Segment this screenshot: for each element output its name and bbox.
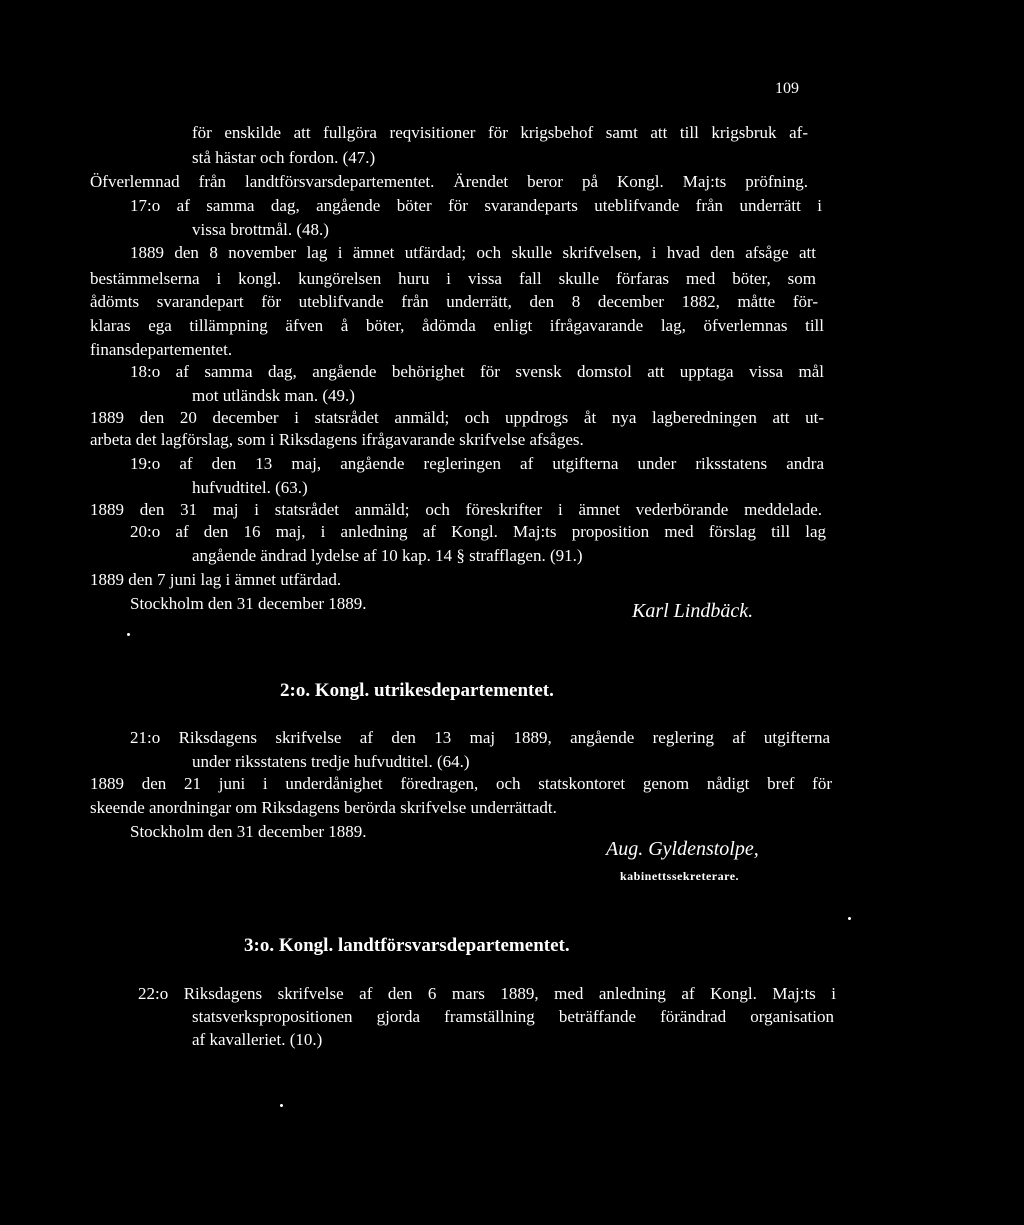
- text-line: skeende anordningar om Riksdagens berörda skrifvelse underrättadt.: [90, 798, 557, 817]
- text-line: vissa brottmål. (48.): [192, 220, 329, 239]
- text-line: arbeta det lagförslag, som i Riksdagens ifrågavarande skrifvelse afsåges.: [90, 430, 584, 449]
- text-line: statsverkspropositionen gjorda framställning beträffande förändrad organisation: [192, 1007, 834, 1026]
- text-line: 1889 den 21 juni i underdånighet föredragen, och statskontoret genom nådigt bref för: [90, 774, 832, 793]
- text-line: för enskilde att fullgöra reqvisitioner för krigsbehof samt att till krigsbruk af-: [192, 123, 808, 142]
- page-number: 109: [775, 80, 799, 97]
- text-line: 19:o af den 13 maj, angående regleringen af utgifterna under riksstatens andra: [130, 454, 824, 473]
- text-line: mot utländsk man. (49.): [192, 386, 355, 405]
- text-line: angående ändrad lydelse af 10 kap. 14 § strafflagen. (91.): [192, 546, 583, 565]
- text-line: Stockholm den 31 december 1889.: [130, 822, 367, 841]
- text-line: bestämmelserna i kongl. kungörelsen huru i vissa fall skulle förfaras med böter, som: [90, 269, 816, 288]
- ink-speck: [127, 633, 130, 636]
- text-line: 1889 den 8 november lag i ämnet utfärdad; och skulle skrifvelsen, i hvad den afsåge att: [130, 243, 816, 262]
- section-heading-utrikesdepartementet: 2:o. Kongl. utrikesdepartementet.: [280, 680, 554, 701]
- text-line: 22:o Riksdagens skrifvelse af den 6 mars 1889, med anledning af Kongl. Maj:ts i: [138, 984, 836, 1003]
- text-line: 1889 den 20 december i statsrådet anmäld; och uppdrogs åt nya lagberedningen att ut-: [90, 408, 824, 427]
- text-line: ådömts svarandepart för uteblifvande från underrätt, den 8 december 1882, måtte för-: [90, 292, 818, 311]
- signature-karl-lindback: Karl Lindbäck.: [632, 600, 754, 622]
- text-line: Öfverlemnad från landtförsvarsdepartementet. Ärendet beror på Kongl. Maj:ts pröfning.: [90, 172, 808, 191]
- text-line: Stockholm den 31 december 1889.: [130, 594, 367, 613]
- text-line: 1889 den 7 juni lag i ämnet utfärdad.: [90, 570, 342, 589]
- text-line: 21:o Riksdagens skrifvelse af den 13 maj 1889, angående reglering af utgifterna: [130, 728, 830, 747]
- text-line: klaras ega tillämpning äfven å böter, ådömda enligt ifrågavarande lag, öfverlemnas till: [90, 316, 824, 335]
- text-line: hufvudtitel. (63.): [192, 478, 308, 497]
- section-heading-landtforsvarsdepartementet: 3:o. Kongl. landtförsvarsdepartementet.: [244, 935, 570, 956]
- text-line: 17:o af samma dag, angående böter för svarandeparts uteblifvande från underrätt i: [130, 196, 822, 215]
- ink-speck: [280, 1104, 283, 1107]
- text-line: 18:o af samma dag, angående behörighet för svensk domstol att upptaga vissa mål: [130, 362, 824, 381]
- text-line: finansdepartementet.: [90, 340, 233, 359]
- text-line: under riksstatens tredje hufvudtitel. (64.): [192, 752, 470, 771]
- text-line: 1889 den 31 maj i statsrådet anmäld; och föreskrifter i ämnet vederbörande meddelade.: [90, 500, 822, 519]
- text-line: af kavalleriet. (10.): [192, 1030, 323, 1049]
- text-line: 20:o af den 16 maj, i anledning af Kongl. Maj:ts proposition med förslag till lag: [130, 522, 826, 541]
- ink-speck: [848, 917, 851, 920]
- signatory-title: kabinettssekreterare.: [620, 869, 740, 883]
- text-line: stå hästar och fordon. (47.): [192, 148, 376, 167]
- signature-gyldenstolpe: Aug. Gyldenstolpe,: [606, 838, 759, 860]
